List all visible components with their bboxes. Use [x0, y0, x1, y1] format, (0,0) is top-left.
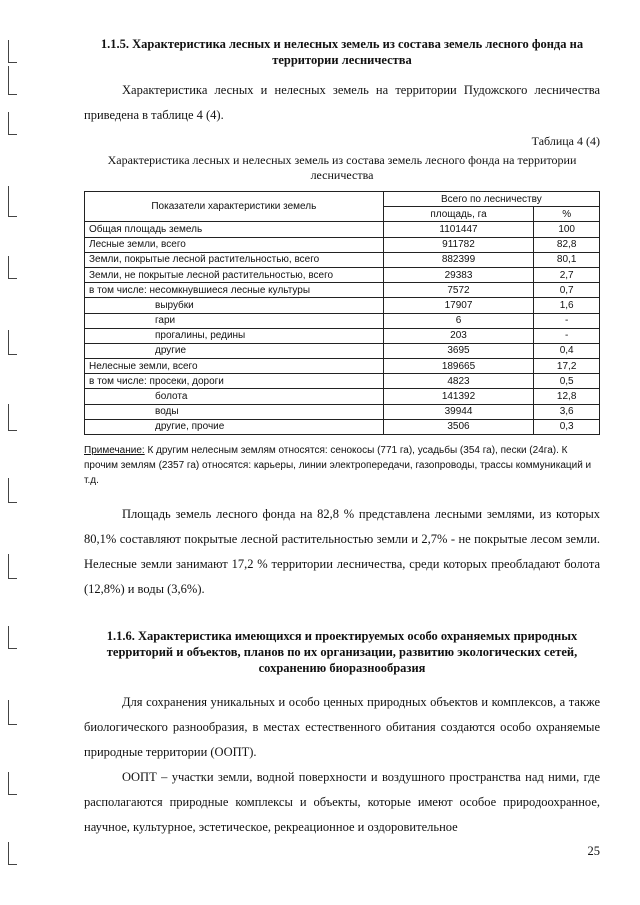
table-note — [84, 443, 600, 488]
row-percent: - — [534, 313, 600, 328]
row-label: в том числе: просеки, дороги — [85, 374, 384, 389]
page-number: 25 — [587, 844, 600, 858]
row-area: 1101447 — [383, 222, 534, 237]
section-1-1-6-paragraph-1: Для сохранения уникальных и особо ценных природных объектов и комплексов, а также биологического разнообразия, в местах естественного обитания создаются особо охраняемые природные территории (ООПТ). — [84, 695, 600, 759]
header-indicator: Показатели характеристики земель — [85, 192, 384, 222]
table-row — [85, 404, 600, 419]
note-label: Примечание: — [84, 445, 145, 456]
row-area: 4823 — [383, 374, 534, 389]
row-percent: 2,7 — [534, 267, 600, 282]
summary-paragraph: Площадь земель лесного фонда на 82,8 % представлена лесными землями, из которых 80,1% составляют покрытые лесной растительностью земли и 2,7% - не покрытые лесом земли. Нелесные земли занимают 17,2 % территории лесничества, среди которых преобладают болота (12,8%) и воды (3,6%). — [84, 507, 600, 596]
row-label: в том числе: несомкнувшиеся лесные культуры — [85, 283, 384, 298]
row-area: 7572 — [383, 283, 534, 298]
row-percent: 0,7 — [534, 283, 600, 298]
row-percent: 3,6 — [534, 404, 600, 419]
table-row — [85, 222, 600, 237]
table-row — [85, 313, 600, 328]
table-row — [85, 359, 600, 374]
row-area: 203 — [383, 328, 534, 343]
row-percent: 17,2 — [534, 359, 600, 374]
header-area: площадь, га — [383, 207, 534, 222]
table-row — [85, 419, 600, 434]
row-area: 141392 — [383, 389, 534, 404]
row-percent: 0,3 — [534, 419, 600, 434]
row-area: 882399 — [383, 252, 534, 267]
row-area: 17907 — [383, 298, 534, 313]
section-1-1-6-paragraph-2: ООПТ – участки земли, водной поверхности и воздушного пространства над ними, где располагаются природные комплексы и объекты, которые имеют особое природоохранное, научное, культурное, эстетическое, рекреационное и оздоровительное — [84, 770, 600, 834]
land-characteristics-table — [84, 191, 600, 435]
row-label: прогалины, редины — [85, 328, 384, 343]
row-area: 6 — [383, 313, 534, 328]
table-row — [85, 237, 600, 252]
table-row — [85, 374, 600, 389]
table-row — [85, 252, 600, 267]
row-area: 189665 — [383, 359, 534, 374]
table-row — [85, 298, 600, 313]
header-total: Всего по лесничеству — [383, 192, 599, 207]
table-row — [85, 343, 600, 358]
row-percent: 100 — [534, 222, 600, 237]
row-label: Земли, не покрытые лесной растительностью, всего — [85, 267, 384, 282]
section-1-1-5-title: 1.1.5. Характеристика лесных и нелесных земель из состава земель лесного фонда на территории лесничества — [100, 37, 584, 67]
section-1-1-6-title: 1.1.6. Характеристика имеющихся и проектируемых особо охраняемых природных территорий и объектов, планов по их организации, развитию экологических сетей, сохранению биоразнообразия — [106, 629, 578, 675]
note-text: К другим нелесным землям относятся: сенокосы (771 га), усадьбы (354 га), пески (24га). К прочим землям (2357 га) относятся: карьеры, линии электропередачи, газопроводы, трассы коммуникаций и т.д. — [84, 445, 592, 486]
row-area: 29383 — [383, 267, 534, 282]
row-percent: - — [534, 328, 600, 343]
row-label: Общая площадь земель — [85, 222, 384, 237]
row-label: вырубки — [85, 298, 384, 313]
row-area: 3695 — [383, 343, 534, 358]
row-percent: 80,1 — [534, 252, 600, 267]
row-percent: 1,6 — [534, 298, 600, 313]
row-label: воды — [85, 404, 384, 419]
row-percent: 0,4 — [534, 343, 600, 358]
row-label: болота — [85, 389, 384, 404]
section-1-1-5-intro: Характеристика лесных и нелесных земель на территории Пудожского лесничества приведена в таблице 4 (4). — [84, 83, 600, 122]
header-percent: % — [534, 207, 600, 222]
row-area: 3506 — [383, 419, 534, 434]
document-page — [84, 36, 600, 840]
table-row — [85, 389, 600, 404]
table-label: Таблица 4 (4) — [531, 134, 600, 148]
row-percent: 12,8 — [534, 389, 600, 404]
row-label: гари — [85, 313, 384, 328]
row-area: 39944 — [383, 404, 534, 419]
row-label: Лесные земли, всего — [85, 237, 384, 252]
row-area: 911782 — [383, 237, 534, 252]
table-row — [85, 328, 600, 343]
row-label: другие, прочие — [85, 419, 384, 434]
row-percent: 82,8 — [534, 237, 600, 252]
table-row — [85, 283, 600, 298]
row-label: другие — [85, 343, 384, 358]
row-label: Нелесные земли, всего — [85, 359, 384, 374]
binding-margin-marks — [8, 0, 22, 905]
row-label: Земли, покрытые лесной растительностью, всего — [85, 252, 384, 267]
table-row — [85, 267, 600, 282]
row-percent: 0,5 — [534, 374, 600, 389]
table-caption: Характеристика лесных и нелесных земель из состава земель лесного фонда на территории лесничества — [107, 153, 577, 182]
